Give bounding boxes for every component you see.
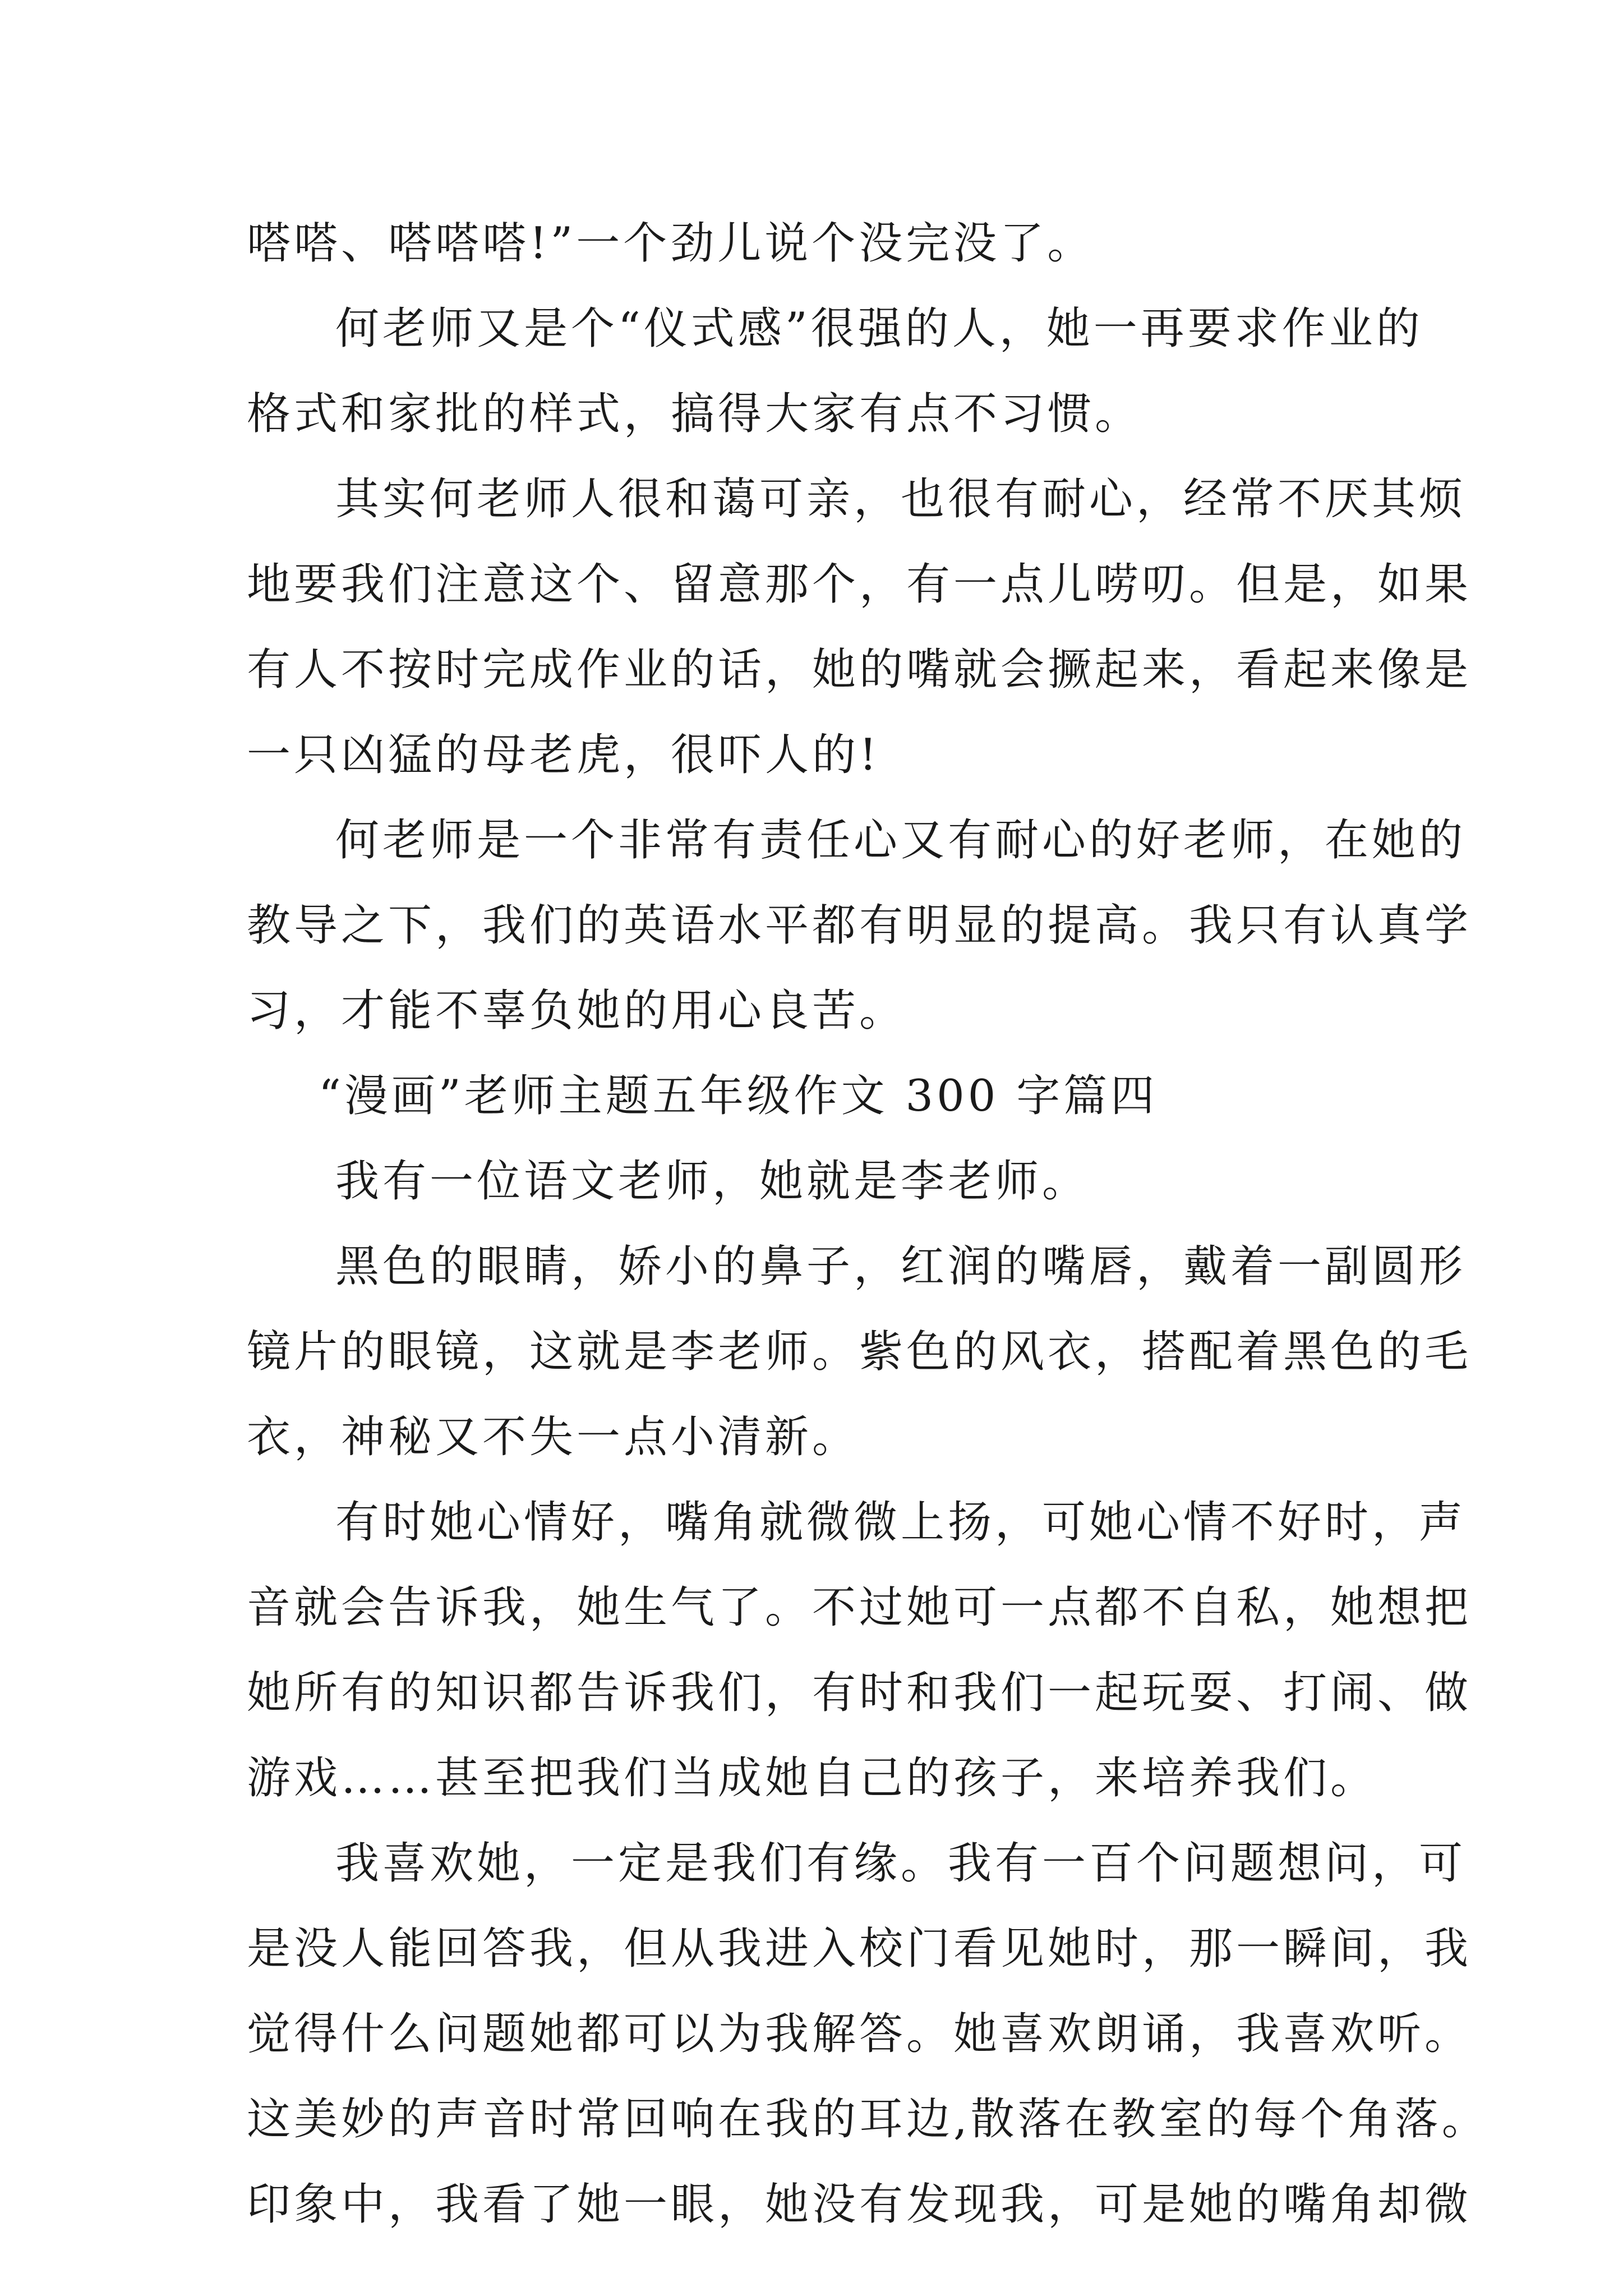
text-line: 是没人能回答我，但从我进入校门看见她时，那一瞬间，我 <box>247 1924 1472 1974</box>
paragraph-start-line: 我有一位语文老师，她就是李老师。 <box>335 1156 1090 1207</box>
essay-body <box>247 201 1489 2247</box>
text-line: 一只凶猛的母老虎，很吓人的! <box>247 730 880 780</box>
text-line: 这美妙的声音时常回响在我的耳边,散落在教室的每个角落。 <box>247 2094 1489 2145</box>
text-line: 游戏……甚至把我们当成她自己的孩子，来培养我们。 <box>247 1753 1378 1803</box>
text-line: 有人不按时完成作业的话，她的嘴就会撅起来，看起来像是 <box>247 645 1472 695</box>
text-line: 格式和家批的样式，搞得大家有点不习惯。 <box>247 389 1142 439</box>
text-line: 音就会告诉我，她生气了。不过她可一点都不自私，她想把 <box>247 1582 1472 1633</box>
paragraph-start-line: 我喜欢她，一定是我们有缘。我有一百个问题想问，可 <box>335 1838 1467 1889</box>
text-line: 习，才能不辜负她的用心良苦。 <box>247 986 907 1036</box>
paragraph-start-line: 有时她心情好，嘴角就微微上扬，可她心情不好时，声 <box>335 1497 1467 1548</box>
text-line: 印象中，我看了她一眼，她没有发现我，可是她的嘴角却微 <box>247 2179 1472 2230</box>
text-line: 教导之下，我们的英语水平都有明显的提高。我只有认真学 <box>247 900 1472 951</box>
text-line: 觉得什么问题她都可以为我解答。她喜欢朗诵，我喜欢听。 <box>247 2009 1472 2059</box>
text-line: 镜片的眼镜，这就是李老师。紫色的风衣，搭配着黑色的毛 <box>247 1327 1472 1377</box>
text-line: 她所有的知识都告诉我们，有时和我们一起玩耍、打闹、做 <box>247 1668 1472 1718</box>
text-line: 嗒嗒、嗒嗒嗒!”一个劲儿说个没完没了。 <box>247 218 1095 269</box>
paragraph-start-line: 何老师是一个非常有责任心又有耐心的好老师，在她的 <box>335 815 1467 866</box>
text-line: 地要我们注意这个、留意那个，有一点儿唠叨。但是，如果 <box>247 559 1472 610</box>
text-line: 衣，神秘又不失一点小清新。 <box>247 1412 860 1462</box>
paragraph-start-line: 黑色的眼睛，娇小的鼻子，红润的嘴唇，戴着一副圆形 <box>335 1241 1467 1292</box>
paragraph-start-line: 其实何老师人很和蔼可亲，也很有耐心，经常不厌其烦 <box>335 474 1467 524</box>
paragraph-start-line: 何老师又是个“仪式感”很强的人，她一再要求作业的 <box>335 303 1423 354</box>
section-heading: “漫画”老师主题五年级作文 300 字篇四 <box>319 1071 1158 1121</box>
